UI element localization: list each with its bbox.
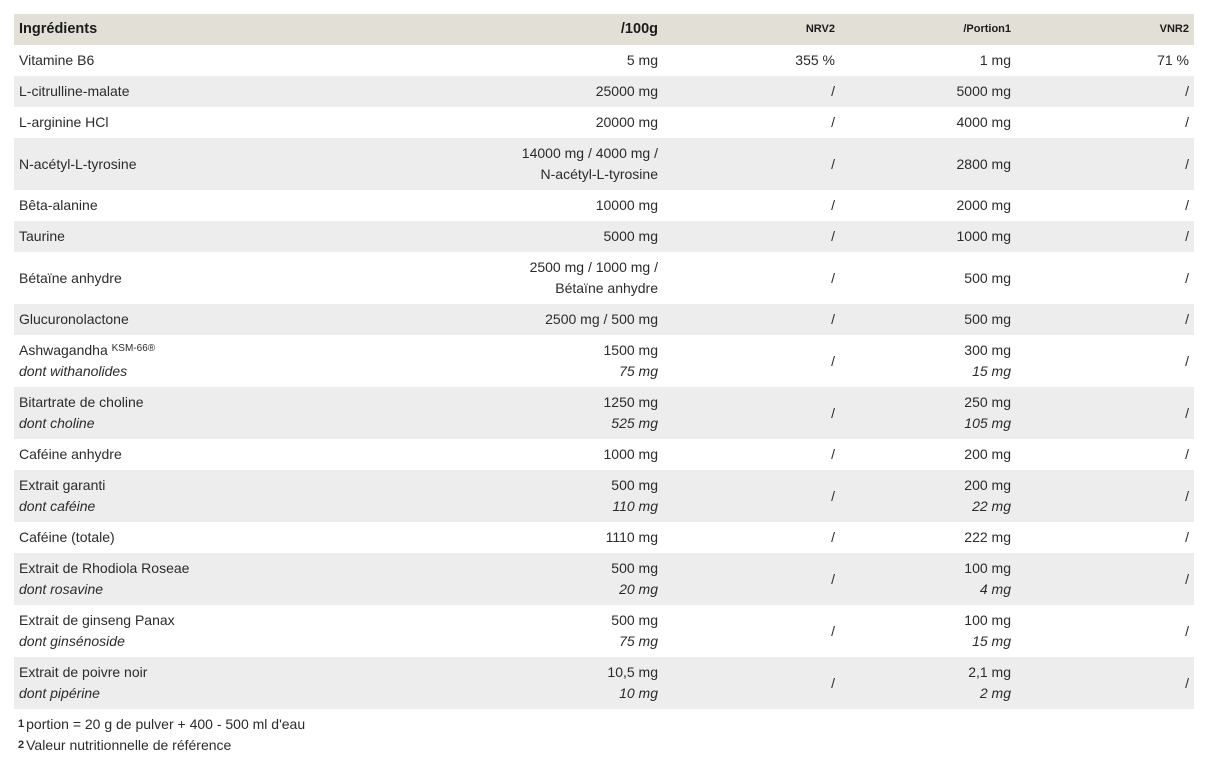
nrv-cell: /: [831, 269, 835, 286]
per-100g-cell: [314, 107, 663, 138]
cell-line: 2000 mg: [956, 197, 1011, 213]
table-row: [14, 304, 1194, 335]
per-portion-cell: [840, 439, 1016, 470]
ingredient-name-text: Vitamine B6: [19, 52, 95, 68]
vnr-cell: /: [1185, 404, 1189, 421]
ingredient-name-text: Caféine (totale): [19, 529, 115, 545]
per-portion-cell: [840, 304, 1016, 335]
footnote-reference-value: [18, 735, 231, 756]
per-100g-cell: [314, 553, 663, 605]
cell-line: 500 mg: [611, 477, 658, 493]
ingredient-cell: [14, 387, 314, 439]
per-100g-cell: [314, 439, 663, 470]
ingredient-subname: dont caféine: [19, 498, 96, 514]
per-portion-cell: [840, 657, 1016, 709]
vnr-cell: /: [1185, 487, 1189, 504]
table-row: [14, 657, 1194, 709]
cell-subline: 2 mg: [979, 685, 1011, 701]
ingredient-subname: dont choline: [19, 415, 95, 431]
vnr-cell: /: [1185, 570, 1189, 587]
cell-line: 1500 mg: [603, 342, 658, 358]
nrv-cell: /: [831, 622, 835, 639]
per-portion-cell: [840, 553, 1016, 605]
nrv-cell: /: [831, 114, 835, 130]
nrv-cell: /: [831, 197, 835, 213]
ingredient-name-text: Taurine: [19, 228, 65, 244]
per-100g-cell: [314, 522, 663, 553]
ingredient-name: [19, 444, 309, 465]
per-portion-cell: [840, 252, 1016, 304]
cell-line: 250 mg: [964, 394, 1011, 410]
vnr-cell: /: [1185, 311, 1189, 327]
per-100g-cell: [314, 605, 663, 657]
ingredient-cell: [14, 335, 314, 387]
ingredient-cell: [14, 76, 314, 107]
table-row: [14, 439, 1194, 470]
ingredient-name-text: Bitartrate de choline: [19, 394, 144, 410]
cell-line: 1 mg: [979, 52, 1011, 68]
cell-line: 2800 mg: [956, 155, 1011, 172]
vnr-cell: /: [1185, 352, 1189, 369]
ingredient-name: [19, 340, 309, 361]
ingredient-name: [19, 226, 309, 247]
ingredient-cell: [14, 221, 314, 252]
cell-line: 2500 mg / 500 mg: [545, 311, 658, 327]
ingredient-cell: [14, 45, 314, 76]
cell-line: 2500 mg / 1000 mg /: [529, 259, 658, 275]
ingredient-name: [19, 475, 309, 496]
ingredient-cell: [14, 522, 314, 553]
trademark-superscript: KSM-66®: [111, 343, 156, 354]
cell-line: 500 mg: [964, 311, 1011, 327]
table-row: [14, 522, 1194, 553]
cell-subline: 105 mg: [964, 415, 1011, 431]
ingredient-name: [19, 112, 309, 133]
table-row: [14, 553, 1194, 605]
nrv-cell: /: [831, 529, 835, 545]
cell-line: 5 mg: [626, 52, 658, 68]
cell-line: 20000 mg: [595, 114, 658, 130]
nrv-cell: /: [831, 404, 835, 421]
ingredient-cell: [14, 107, 314, 138]
table-row: [14, 252, 1194, 304]
ingredient-cell: [14, 470, 314, 522]
ingredient-name: [19, 268, 309, 289]
nrv-cell: /: [831, 446, 835, 462]
per-portion-cell: [840, 45, 1016, 76]
footnote-mark: 1: [18, 718, 25, 730]
ingredient-cell: [14, 304, 314, 335]
per-portion-cell: [840, 387, 1016, 439]
ingredient-cell: [14, 138, 314, 190]
cell-subline: Bétaïne anhydre: [555, 280, 658, 296]
cell-line: 100 mg: [964, 560, 1011, 576]
ingredient-name-text: Ashwagandha: [19, 342, 108, 358]
nrv-cell: /: [831, 83, 835, 99]
per-portion-cell: [840, 605, 1016, 657]
per-portion-cell: [840, 76, 1016, 107]
cell-line: 2,1 mg: [968, 664, 1011, 680]
per-portion-cell: [840, 335, 1016, 387]
vnr-cell: /: [1185, 83, 1189, 99]
table-body: [14, 45, 1194, 709]
vnr-cell: /: [1185, 155, 1189, 172]
per-portion-cell: [840, 190, 1016, 221]
per-100g-cell: [314, 304, 663, 335]
cell-subline: 22 mg: [972, 498, 1011, 514]
ingredient-name-text: Caféine anhydre: [19, 446, 122, 462]
cell-line: 5000 mg: [603, 228, 658, 244]
cell-line: 25000 mg: [595, 83, 658, 99]
nrv-cell: /: [831, 570, 835, 587]
table-row: [14, 387, 1194, 439]
ingredient-cell: [14, 605, 314, 657]
ingredient-subname: dont pipérine: [19, 685, 100, 701]
nutrition-table: [14, 14, 1194, 709]
footnote-text: Valeur nutritionnelle de référence: [26, 737, 232, 753]
cell-subline: 75 mg: [619, 633, 658, 649]
vnr-cell: /: [1185, 446, 1189, 462]
ingredient-cell: [14, 252, 314, 304]
per-100g-cell: [314, 335, 663, 387]
ingredient-name: [19, 527, 309, 548]
cell-line: 10000 mg: [595, 197, 658, 213]
vnr-cell: /: [1185, 197, 1189, 213]
footnote-portion: [18, 714, 305, 735]
ingredient-name-text: Glucuronolactone: [19, 311, 129, 327]
ingredient-cell: [14, 553, 314, 605]
vnr-cell: /: [1185, 622, 1189, 639]
per-100g-cell: [314, 387, 663, 439]
ingredient-cell: [14, 657, 314, 709]
cell-line: 200 mg: [964, 477, 1011, 493]
cell-line: 500 mg: [964, 269, 1011, 286]
nrv-cell: /: [831, 311, 835, 327]
cell-line: 1000 mg: [956, 228, 1011, 244]
table-row: [14, 138, 1194, 190]
vnr-cell: /: [1185, 228, 1189, 244]
cell-line: 1110 mg: [605, 529, 658, 545]
ingredient-name: [19, 610, 309, 631]
cell-line: 1000 mg: [603, 446, 658, 462]
cell-subline: 525 mg: [611, 415, 658, 431]
nrv-cell: /: [831, 487, 835, 504]
table-row: [14, 605, 1194, 657]
nrv-cell: /: [831, 674, 835, 691]
per-100g-cell: [314, 221, 663, 252]
ingredient-name-text: Extrait de ginseng Panax: [19, 612, 175, 628]
cell-line: 500 mg: [611, 612, 658, 628]
per-portion-cell: [840, 470, 1016, 522]
header-per-100g: /100g: [620, 21, 658, 37]
cell-line: 500 mg: [611, 560, 658, 576]
header-vnr: VNR2: [1159, 23, 1189, 35]
ingredient-name-text: N-acétyl-L-tyrosine: [19, 155, 137, 172]
vnr-cell: /: [1185, 114, 1189, 130]
ingredient-name: [19, 309, 309, 330]
cell-subline: 15 mg: [972, 363, 1011, 379]
ingredient-subname: dont rosavine: [19, 581, 104, 597]
cell-line: 10,5 mg: [607, 664, 658, 680]
ingredient-name-text: Bêta-alanine: [19, 197, 98, 213]
header-nrv: NRV2: [805, 23, 835, 35]
nrv-cell: /: [831, 155, 835, 172]
vnr-cell: /: [1185, 269, 1189, 286]
footnote-text: portion = 20 g de pulver + 400 - 500 ml d'eau: [26, 716, 306, 732]
per-100g-cell: [314, 470, 663, 522]
table-row: [14, 107, 1194, 138]
per-100g-cell: [314, 252, 663, 304]
table-row: [14, 76, 1194, 107]
ingredient-name: [19, 50, 309, 71]
table-row: [14, 470, 1194, 522]
table-row: [14, 190, 1194, 221]
vnr-cell: 71 %: [1157, 52, 1189, 68]
table-row: [14, 335, 1194, 387]
ingredient-name: [19, 558, 309, 579]
ingredient-name-text: Extrait garanti: [19, 477, 106, 493]
cell-line: 1250 mg: [603, 394, 658, 410]
ingredient-subname: dont withanolides: [19, 363, 128, 379]
cell-subline: N-acétyl-L-tyrosine: [540, 166, 658, 182]
vnr-cell: /: [1185, 674, 1189, 691]
ingredient-name-text: Bétaïne anhydre: [19, 269, 122, 286]
nrv-cell: 355 %: [795, 52, 835, 68]
per-portion-cell: [840, 138, 1016, 190]
ingredient-name: [19, 154, 309, 175]
cell-line: 4000 mg: [956, 114, 1011, 130]
cell-line: 300 mg: [964, 342, 1011, 358]
table-row: [14, 221, 1194, 252]
table-row: [14, 45, 1194, 76]
nrv-cell: /: [831, 352, 835, 369]
cell-line: 100 mg: [964, 612, 1011, 628]
ingredient-cell: [14, 439, 314, 470]
per-100g-cell: [314, 45, 663, 76]
per-portion-cell: [840, 107, 1016, 138]
footnote-mark: 2: [18, 739, 25, 751]
table-header-row: [14, 14, 1194, 45]
ingredient-name: [19, 81, 309, 102]
cell-subline: 15 mg: [972, 633, 1011, 649]
per-portion-cell: [840, 522, 1016, 553]
per-100g-cell: [314, 657, 663, 709]
per-portion-cell: [840, 221, 1016, 252]
ingredient-name: [19, 195, 309, 216]
per-100g-cell: [314, 190, 663, 221]
per-100g-cell: [314, 76, 663, 107]
cell-line: 5000 mg: [956, 83, 1011, 99]
vnr-cell: /: [1185, 529, 1189, 545]
cell-subline: 110 mg: [612, 498, 658, 514]
ingredient-name: [19, 392, 309, 413]
ingredient-name-text: Extrait de Rhodiola Roseae: [19, 560, 190, 576]
nrv-cell: /: [831, 228, 835, 244]
cell-line: 222 mg: [964, 529, 1011, 545]
cell-subline: 75 mg: [619, 363, 658, 379]
ingredient-subname: dont ginsénoside: [19, 633, 125, 649]
cell-line: 14000 mg / 4000 mg /: [521, 145, 658, 161]
per-100g-cell: [314, 138, 663, 190]
ingredient-name: [19, 662, 309, 683]
cell-subline: 4 mg: [979, 581, 1011, 597]
ingredient-cell: [14, 190, 314, 221]
cell-subline: 20 mg: [619, 581, 658, 597]
header-ingredients: Ingrédients: [19, 21, 98, 37]
header-per-portion: /Portion1: [963, 23, 1011, 35]
ingredient-name-text: L-arginine HCl: [19, 114, 109, 130]
cell-subline: 10 mg: [619, 685, 658, 701]
ingredient-name-text: Extrait de poivre noir: [19, 664, 148, 680]
ingredient-name-text: L-citrulline-malate: [19, 83, 130, 99]
cell-line: 200 mg: [964, 446, 1011, 462]
